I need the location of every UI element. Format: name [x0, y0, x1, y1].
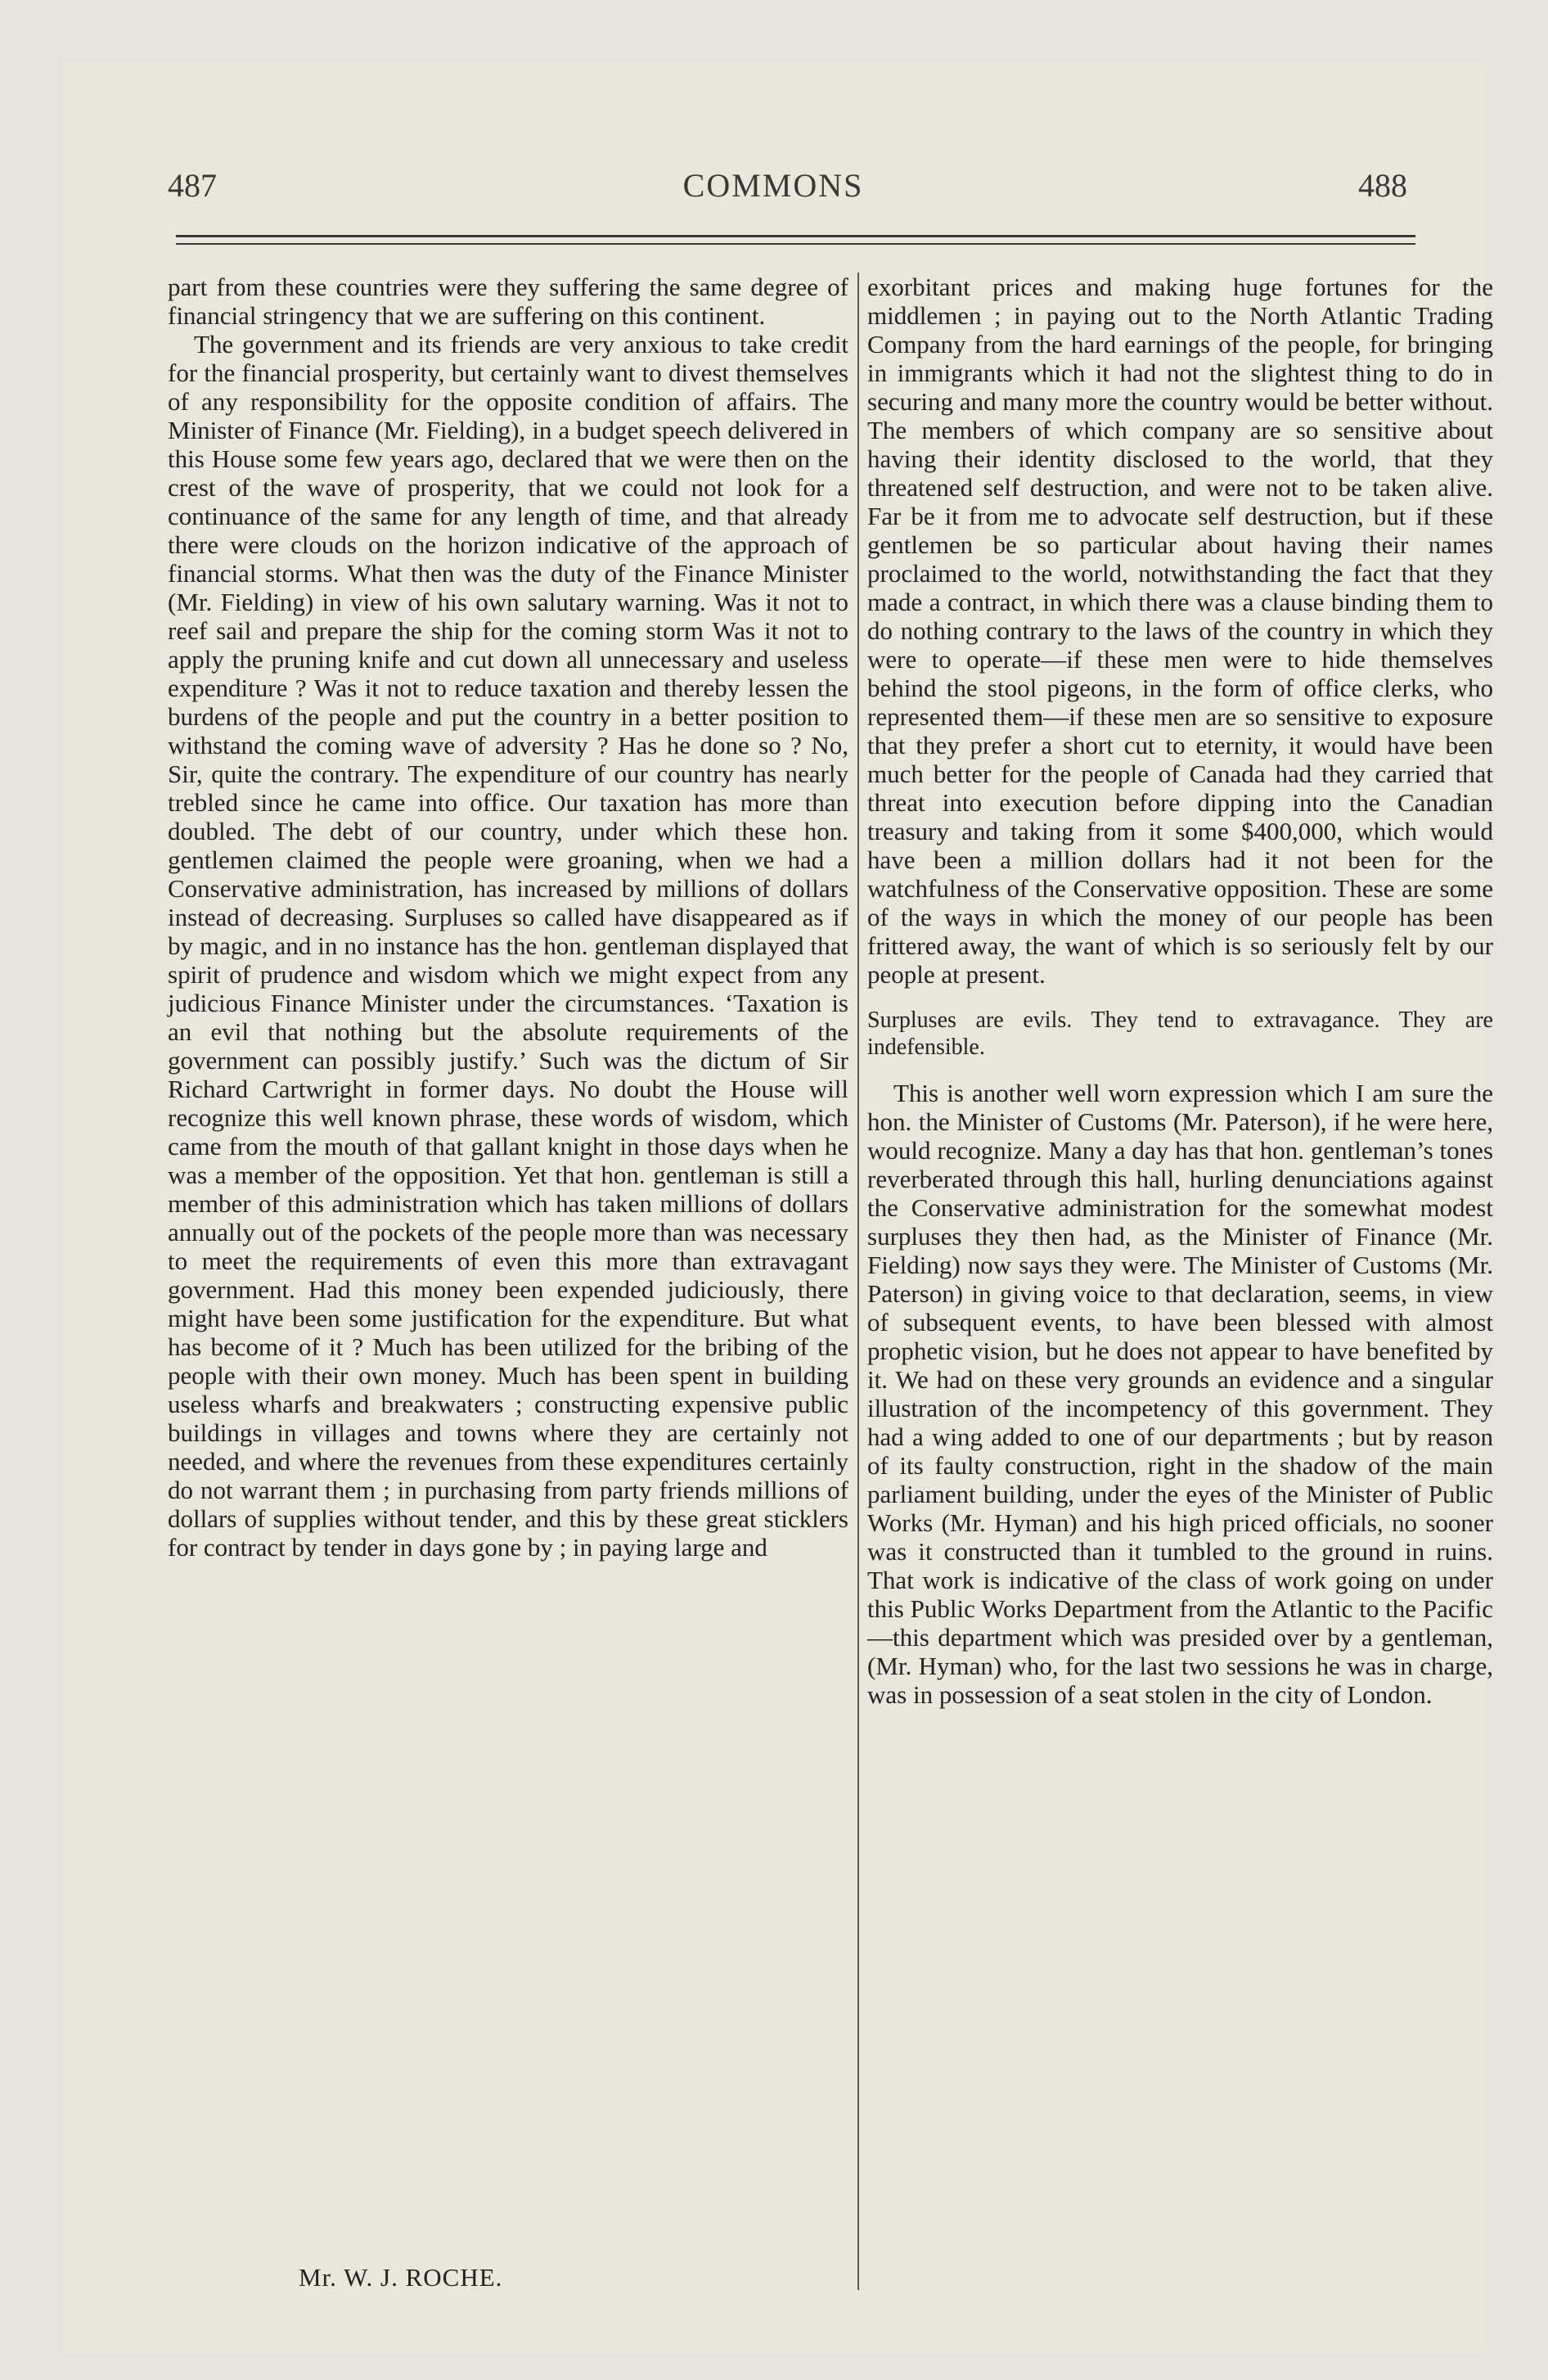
page-number-right: 488 [1358, 167, 1407, 204]
column-divider [857, 273, 859, 2290]
running-title: COMMONS [682, 167, 864, 204]
page-header [61, 166, 1485, 223]
document-page [61, 61, 1493, 2353]
speaker-signature: Mr. W. J. ROCHE. [299, 2263, 503, 2292]
page-number-left: 487 [168, 167, 217, 204]
paragraph: This is another well worn expression which I am sure the hon. the Minister of Customs (Mr. Paterson), if he were here, would recognize. Many a day has that hon. gentleman’s tones reverberated through this hall, hurling denunciations against the Conservative administration for the somewhat modest surpluses they then had, as the Minister of Finance (Mr. Fielding) now says they were. The Minister of Customs (Mr. Paterson) in giving voice to that declaration, seems, in view of subsequent events, to have been blessed with almost prophetic vision, but he does not appear to have benefited by it. We had on these very grounds an evidence and a singular illustration of the incompetency of this government. They had a wing added to one of our departments ; but by reason of its faulty construction, right in the shadow of the main parliament building, under the eyes of the Minister of Public Works (Mr. Hyman) and his high priced officials, no sooner was it constructed than it tumbled to the ground in ruins. That work is indicative of the class of work going on under this Public Works Department from the Atlantic to the Pacific—this department which was presided over by a gentleman, (Mr. Hyman) who, for the last two sessions he was in charge, was in possession of a seat stolen in the city of London. [867, 1079, 1493, 1709]
right-column [867, 273, 1493, 1709]
quoted-extract: Surpluses are evils. They tend to extravagance. They are indefensible. [867, 1007, 1493, 1060]
header-rule-secondary [176, 243, 1415, 245]
header-rule [176, 235, 1415, 237]
paragraph: The government and its friends are very anxious to take credit for the financial prosperity, but certainly want to divest themselves of any responsibility for the opposite condition of affairs. The Minister of Finance (Mr. Fielding), in a budget speech delivered in this House some few years ago, declared that we were then on the crest of the wave of prosperity, that we could not look for a continuance of the same for any length of time, and that already there were clouds on the horizon indicative of the approach of financial storms. What then was the duty of the Finance Minister (Mr. Fielding) in view of his own salutary warning. Was it not to reef sail and prepare the ship for the coming storm Was it not to apply the pruning knife and cut down all unnecessary and useless expenditure ? Was it not to reduce taxation and thereby lessen the burdens of the people and put the country in a better position to withstand the coming wave of adversity ? Has he done so ? No, Sir, quite the contrary. The expenditure of our country has nearly trebled since he came into office. Our taxation has more than doubled. The debt of our country, under which these hon. gentlemen claimed the people were groaning, when we had a Conservative administration, has increased by millions of dollars instead of decreasing. Surpluses so called have disappeared as if by magic, and in no instance has the hon. gentleman displayed that spirit of prudence and wisdom which we might expect from any judicious Finance Minister under the circumstances. ‘Taxation is an evil that nothing but the absolute requirements of the government can possibly justify.’ Such was the dictum of Sir Richard Cartwright in former days. No doubt the House will recognize this well known phrase, these words of wisdom, which came from the mouth of that gallant knight in those days when he was a member of the opposition. Yet that hon. gentleman is still a member of this administration which has taken millions of dollars annually out of the pockets of the people more than was necessary to meet the requirements of even this more than extravagant government. Had this money been expended judiciously, there might have been some justification for the expenditure. But what has become of it ? Much has been utilized for the bribing of the people with their own money. Much has been spent in building useless wharfs and breakwaters ; constructing expensive public buildings in villages and towns where they are certainly not needed, and where the revenues from these expenditures certainly do not warrant them ; in purchasing from party friends millions of dollars of supplies without tender, and this by these great sticklers for contract by tender in days gone by ; in paying large and [168, 330, 848, 1562]
left-column [168, 273, 848, 1562]
paragraph: exorbitant prices and making huge fortunes for the middlemen ; in paying out to the North Atlantic Trading Company from the hard earnings of the people, for bringing in immigrants which it had not the slightest thing to do in securing and many more the country would be better without. The members of which company are so sensitive about having their identity disclosed to the world, that they threatened self destruction, and were not to be taken alive. Far be it from me to advocate self destruction, but if these gentlemen be so particular about having their names proclaimed to the world, notwithstanding the fact that they made a contract, in which there was a clause binding them to do nothing contrary to the laws of the country in which they were to operate—if these men were to hide themselves behind the stool pigeons, in the form of office clerks, who represented them—if these men are so sensitive to exposure that they prefer a short cut to eternity, it would have been much better for the people of Canada had they carried that threat into execution before dipping into the Canadian treasury and taking from it some $400,000, which would have been a million dollars had it not been for the watchfulness of the Conservative opposition. These are some of the ways in which the money of our people has been frittered away, the want of which is so seriously felt by our people at present. [867, 273, 1493, 989]
paragraph: part from these countries were they suffering the same degree of financial stringency that we are suffering on this continent. [168, 273, 848, 330]
